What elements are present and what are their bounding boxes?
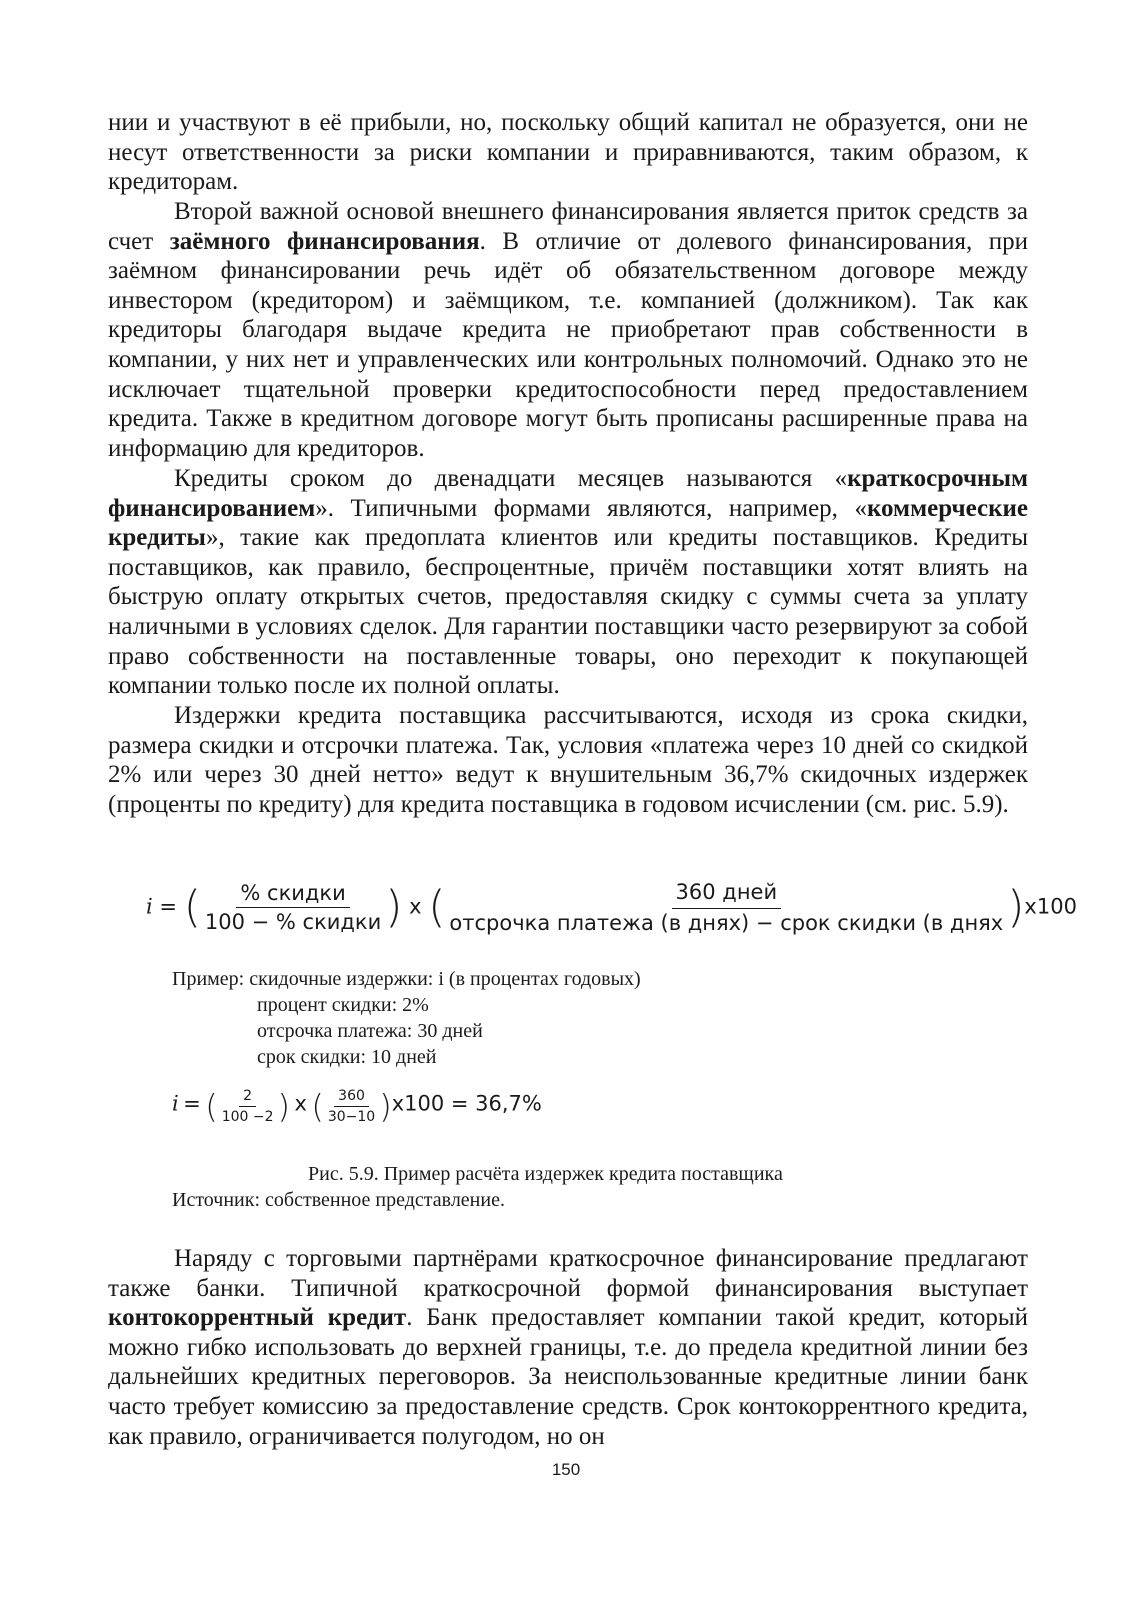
term-current-account-credit: контокоррентный кредит: [108, 1304, 407, 1332]
formula-example: i = ( $\frac{2}{100 -2}$ ) x ( $\frac{360}{30-10}$ )x100 = 36,7%: [172, 1087, 542, 1126]
fraction-numerator: % скидки: [236, 881, 349, 908]
paragraph-text: Второй важной основой внешнего финансирования является приток средств за счет: [108, 198, 1028, 255]
paragraph-supplier-credit-cost: [108, 701, 1028, 819]
fraction-numerator: 360: [334, 1088, 369, 1107]
fraction-numerator: 360 дней: [672, 880, 782, 909]
paragraph-text: », такие как предоплата клиентов или кредиты поставщиков. Кредиты поставщиков, как правило, беспроцентные, причём поставщики хотят влиять на быструю оплату открытых счетов, предоставляя скидку с суммы счета за уплату наличными в условиях сделок. Для гарантии поставщики часто резервируют за собой право собственности на поставленные товары, оно переходит к покупающей компании только после их полной оплаты.: [108, 524, 1028, 700]
term-commercial-credit: коммерческие кредиты: [108, 494, 1028, 552]
paragraph-debt-financing: [108, 197, 1028, 463]
term-debt-financing: заёмного финансирования: [169, 227, 480, 255]
fraction-example-discount: [218, 1088, 278, 1125]
paragraph-text: нии и участвуют в её прибыли, но, поскольку общий капитал не образуется, они не несут ответственности за риски компании и приравниваются, таким образом, к кредиторам.: [108, 109, 1028, 196]
page-number: 150: [551, 1460, 581, 1479]
paragraph-bank-credit: [108, 1244, 1028, 1451]
fraction-discount: [201, 881, 385, 934]
paragraph-text: Кредиты сроком до двенадцати месяцев называются «: [174, 465, 848, 492]
paragraph-text: ». Типичными формами являются, например, «: [315, 494, 867, 522]
formula-multiplier: x100: [1024, 894, 1077, 919]
formula-times: x: [409, 894, 422, 919]
term-short-term-financing: краткосрочным финансированием: [108, 465, 1028, 522]
formula-equals: =: [159, 894, 178, 919]
figure-source: Источник: собственное представление.: [172, 1189, 505, 1211]
formula-times: x: [294, 1091, 307, 1116]
paragraph-continuation: [108, 108, 1028, 197]
paragraph-short-term-financing: [108, 464, 1028, 701]
paragraph-text: Издержки кредита поставщика рассчитываются, исходя из срока скидки, размера скидки и отсрочки платежа. Так, условия «платежа через 10 дней со скидкой 2% или через 30 дней нетто» ведут к внушительным 36,7% скидочных издержек (проценты по кредиту) для кредита поставщика в годовом исчислении (см. рис. 5.9).: [108, 702, 1028, 818]
formula-general: i = ( $\frac{\text{\% скидки}}{\text{100 − \% скидки}}$ ) x ( $\frac{\text{360 дней}}{\text{отсрочка платежа (в днях) − срок скидки (в днях}}$ )x100: [146, 880, 1077, 935]
fraction-denominator: отсрочка платежа (в днях) − срок скидки (в днях: [449, 911, 1004, 935]
figure-caption: Рис. 5.9. Пример расчёта издержек кредита поставщика: [308, 1163, 783, 1185]
paragraph-text: Наряду с торговыми партнёрами краткосрочное финансирование предлагают также банки. Типичной краткосрочной формой финансирования выступает: [108, 1245, 1028, 1302]
paragraph-text: . Банк предоставляет компании такой кредит, который можно гибко использовать до верхней границы, т.е. до предела кредитной линии без дальнейших кредитных переговоров. За неиспользованные кредитные линии банк часто требует комиссию за предоставление средств. Срок контокоррентного кредита, как правило, ограничивается полугодом, но он: [108, 1304, 1028, 1450]
fraction-denominator: 100 −2: [221, 1109, 274, 1125]
fraction-denominator: 100 − % скидки: [204, 910, 382, 934]
fraction-days: [445, 880, 1007, 935]
fraction-example-days: [324, 1088, 379, 1125]
fraction-numerator: 2: [239, 1088, 256, 1107]
formula-variable: i: [146, 894, 153, 919]
paragraph-text: . В отличие от долевого финансирования, при заёмном финансировании речь идёт об обязательственном договоре между инвестором (кредитором) и заёмщиком, т.е. компанией (должником). Так как кредиторы благодаря выдаче кредита не приобретают прав собственности в компании, у них нет и управленческих или контрольных полномочий. Однако это не исключает тщательной проверки кредитоспособности перед предоставлением кредита. Также в кредитном договоре могут быть прописаны расширенные права на информацию для кредиторов.: [108, 227, 1028, 462]
example-discount-percent: процент скидки: 2%: [257, 994, 429, 1016]
formula-equals: =: [183, 1091, 201, 1116]
formula-result: x100 = 36,7%: [391, 1091, 542, 1116]
example-discount-period: срок скидки: 10 дней: [257, 1046, 437, 1068]
fraction-denominator: 30−10: [327, 1109, 376, 1125]
formula-variable: i: [172, 1091, 179, 1116]
example-payment-delay: отсрочка платежа: 30 дней: [257, 1020, 483, 1042]
example-label: Пример: скидочные издержки: i (в процентах годовых): [172, 968, 641, 990]
